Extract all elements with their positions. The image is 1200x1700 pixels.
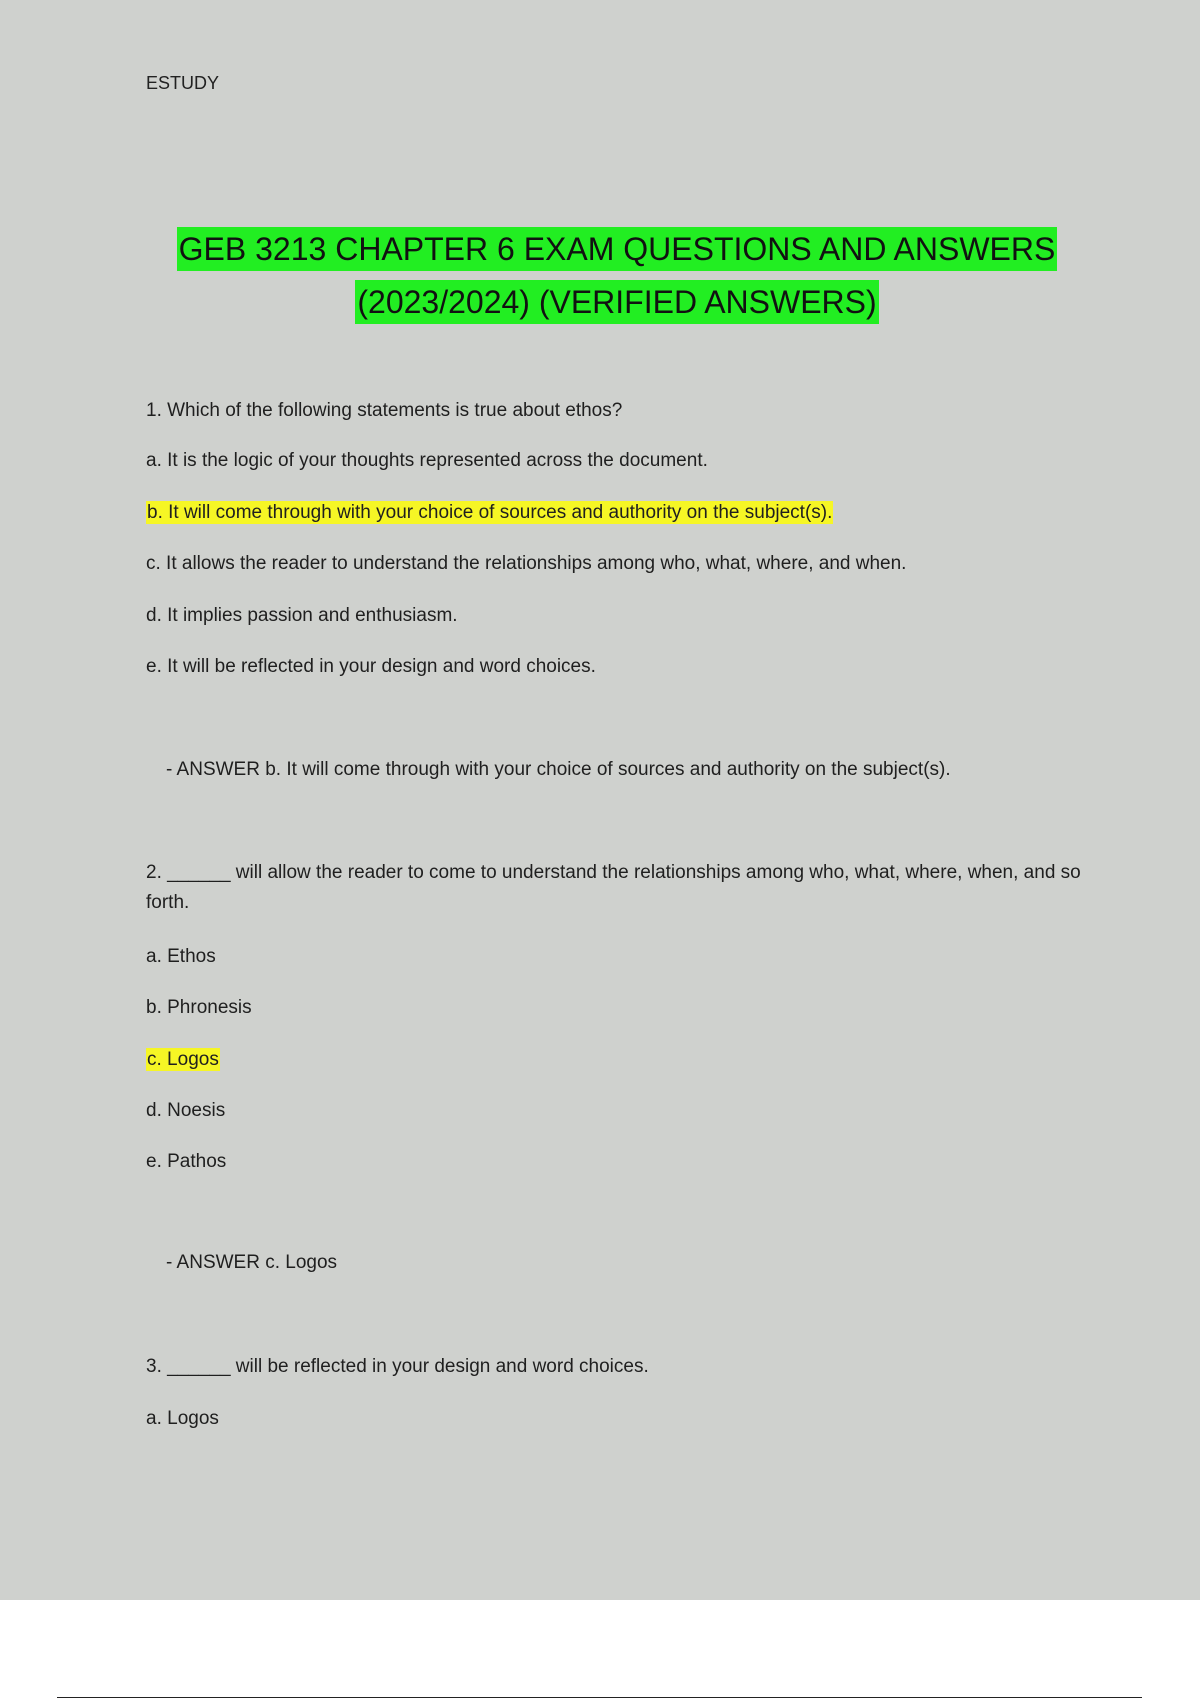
question-1-option-b xyxy=(146,502,833,524)
question-3-option-a: a. Logos xyxy=(146,1408,219,1429)
document-title xyxy=(0,224,1200,330)
question-2-option-c xyxy=(146,1049,220,1071)
question-1-option-e: e. It will be reflected in your design and word choices. xyxy=(146,656,596,677)
correct-option-highlight: c. Logos xyxy=(147,1049,219,1070)
question-1: 1. Which of the following statements is true about ethos? xyxy=(146,400,623,421)
question-2-option-b: b. Phronesis xyxy=(146,997,252,1018)
question-2-answer: - ANSWER c. Logos xyxy=(166,1252,338,1273)
question-3: 3. ______ will be reflected in your design and word choices. xyxy=(146,1356,649,1377)
question-1-option-c: c. It allows the reader to understand the relationships among who, what, where, and when. xyxy=(146,553,907,574)
header-label: ESTUDY xyxy=(146,73,220,93)
question-1-option-a: a. It is the logic of your thoughts represented across the document. xyxy=(146,450,708,471)
correct-option-highlight: b. It will come through with your choice of sources and authority on the subject(s). xyxy=(147,502,833,523)
question-2: 2. ______ will allow the reader to come to understand the relationships among who, what, where, when, and so forth. xyxy=(146,862,1081,913)
question-2-option-e: e. Pathos xyxy=(146,1151,227,1172)
footer-divider xyxy=(57,1697,1142,1698)
page-footer-area xyxy=(0,1600,1200,1700)
title-line-1: GEB 3213 CHAPTER 6 EXAM QUESTIONS AND ANSWERS xyxy=(177,227,1058,271)
title-line-2: (2023/2024) (VERIFIED ANSWERS) xyxy=(355,280,878,324)
question-2-option-d: d. Noesis xyxy=(146,1100,226,1121)
question-1-answer: - ANSWER b. It will come through with your choice of sources and authority on the subject(s). xyxy=(166,759,951,780)
question-1-option-d: d. It implies passion and enthusiasm. xyxy=(146,605,458,626)
question-2-option-a: a. Ethos xyxy=(146,946,216,967)
